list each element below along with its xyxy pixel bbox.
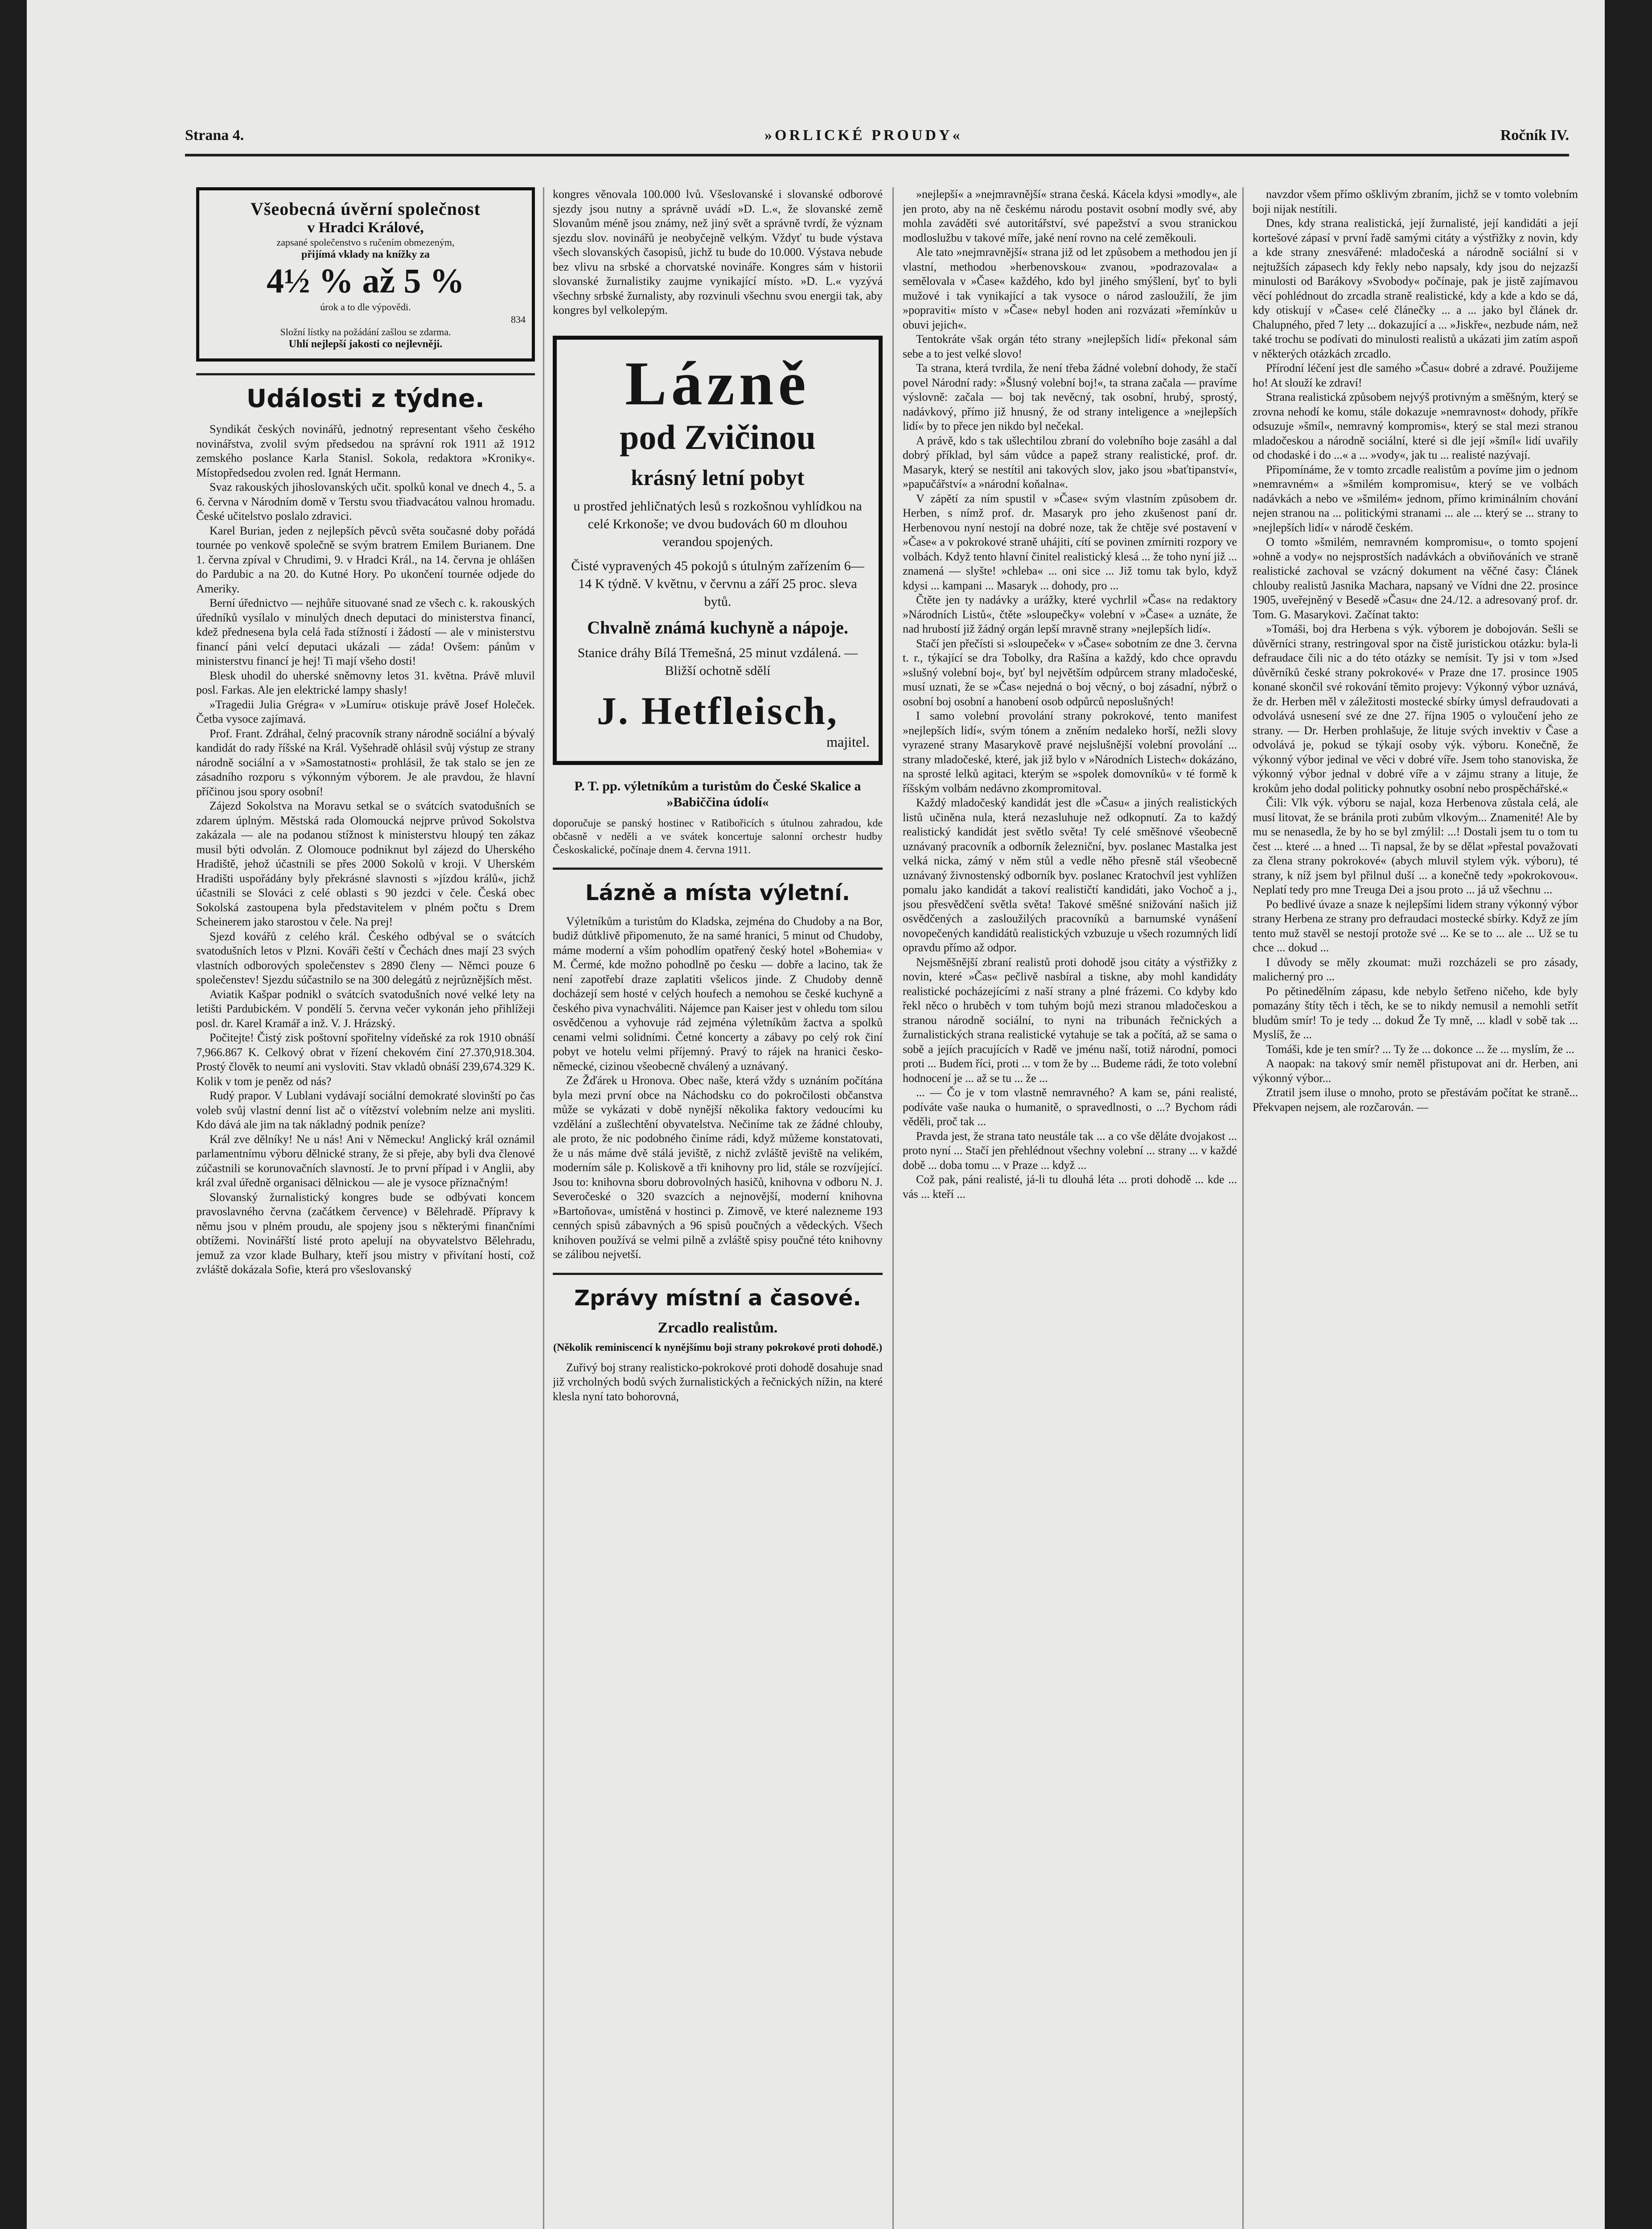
ad-kitchen: Chvalně známá kuchyně a nápoje. [587,617,848,637]
article-paragraph: Stačí jen přečísti si »sloupeček« v »Čase« sobotním ze dne 3. června t. r., týkající se dra Tobolky, dra Rašína a každý, kdo chce opravdu »slušný volební boj«, byť byl největším odpůrcem strany mladočeské, musí uznati, že se »Čas« nejedná o boj věcný, o boj zásadní, nýbrž o osobní boj osobní a hanobení osob odpůrců neposlušných! [903,637,1237,708]
article-body [1253,187,1578,1114]
ad-tagline: krásný letní pobyt [631,465,805,490]
article-paragraph: Zuřivý boj strany realisticko-pokrokové proti dohodě dosahuje snad již vrcholných bodů svých žurnalistických a řečnických nížin, na které klesla nyní tato bohorovná, [553,1361,883,1403]
bank-ad-number: 834 [511,314,526,325]
article-paragraph: I důvody se měly zkoumat: muži rozcházeli se pro zásady, malicherný pro ... [1253,955,1578,983]
ad-text: u prostřed jehličnatých lesů s rozkošnou vyhlídkou na celé Krkonoše; ve dvou budovách 60 m dlouhou verandou spojených. [573,498,862,549]
article-paragraph: Výletníkům a turistům do Kladska, zejména do Chudoby a na Bor, budiž důtklivě připomenuto, že na samé hranici, 5 minut od Chudoby, máme moderní a vším pohodlím opatřený český hotel »Bohemia« v M. Čermé, kde možno pohodlně po česku — dobře a lacino, tak že není zapotřebí draze zaplatiti všelicos jinde. Z Chudoby denně docházejí sem hosté v celých houfech a nemohou se české kuchyně a českého piva vynachváliti. Nájemce pan Kaiser jest v ohledu tom silou osvědčenou a vyhovuje rád zejména výletníkům žactva a spolků cenami velmi solidními. Četné koncerty a zábavy po celý rok činí pobyt ve hotelu velmi příjemný. Pravý to rájek na hranici česko-německé, cizinou všeobecně chválený a uznávaný. [553,914,883,1073]
article-paragraph: Syndikát českých novinářů, jednotný representant všeho českého novinářstva, zvolil svým předsedou na správní rok 1911 až 1912 zemského poslance Karla Stanisl. Sokola, redaktora »Kroniky«. Místopředsedou zvolen red. Ignát Hermann. [196,423,535,479]
notice-text: doporučuje se panský hostinec v Ratibořicích s útulnou zahradou, kde občasně v neděli a ve svátek koncertuje salonní orchestr hudby Českoskalické, počínaje dnem 4. června 1911. [553,817,883,856]
article-paragraph: Berní úřednictvo — nejhůře situované snad ze všech c. k. rakouských úředníků vysílalo v minulých dnech deputaci do ministerstva financí, kdež přednesena byla celá řada stížností i žádostí — ale v ministerstvu financí páni velcí deputaci ukázali — záda! Ovšem: pánům v ministerstvu financí je hej! Ti mají všeho dosti! [196,596,535,667]
article-paragraph: Sjezd kovářů z celého král. Českého odbýval se o svátcích svatodušních letos v Plzni. Kováři čeští v Čechách dnes mají 23 svých vlastních odborových společenstev s 2890 členy — Němci pouze 6 společenstev! Sjezdu súčastnilo se na 300 delegátů z nejrůznějších měst. [196,929,535,986]
article-paragraph: Ze Žďárek u Hronova. Obec naše, která vždy s uznáním počítána byla mezi první obce na Náchodsku co do pokročilosti občanstva může se vykázati v době nynější několika faktory vedoucími ku vzdělání a zušlechtění obyvatelstva. Nečiníme tak ze žádné chlouby, ale proto, že nic podobného činíme rádi, když můžeme konstatovati, že u nás máme dvě stálá jeviště, z nichž zvláště jeviště na velikém, moderním sále p. Koliskově a tři knihovny pro lid, stále se rozvíjející. Jsou to: knihovna sboru dobrovolných hasičů, knihovna v odboru N. J. Severočeské o 320 svazcích a nejnovější, moderní knihovna »Bartoňova«, umístěná v hostinci p. Zimově, ve které nalezneme 193 cenných spisů zábavných a 96 spisů poučných a vědeckých. Všech knihoven používá se velmi pilně a zvláště spisy poučné této knihovny se zálibou nejvetší. [553,1074,883,1261]
article-paragraph: »nejlepší« a »nejmravnější« strana česká. Kácela kdysi »modly«, ale jen proto, aby na ně českému národu postavit osobní modly své, aby mohla zaváděti své autoritářství, své papežství a svou stranickou modloslužbu v takové míře, jaké není rovno na celé zeměkouli. [903,188,1237,244]
article-body [903,187,1237,1201]
notice-heading: P. T. pp. výletníkům a turistům do České Skalice a »Babiččina údolí« [574,778,861,810]
article-title: Zrcadlo realistům. [658,1319,778,1336]
section-heading: Události z týdne. [196,373,535,413]
article-paragraph: Čtěte jen ty nadávky a urážky, které vychrlil »Čas« na redaktory »Národních Listů«, čtěte »sloupečky« volební v »Čase« a uznáte, že nad hrubostí již žádný orgán lepší mravně strany »nejlepších lidí«. [903,593,1237,635]
article-paragraph: Připomínáme, že v tomto zrcadle realistům a povíme jim o jednom »nemravném« a »šmilém kompromisu«, který se ve volbách nadávkách a nebo ve »šmilém« jednom, přímo kriminálním chování nejen stranou na ... politickými stranami ... ale ... který se ... strany to »nejlepších lidí« v národě českém. [1253,463,1578,534]
article-paragraph: Král zve dělníky! Ne u nás! Ani v Německu! Anglický král oznámil parlamentnímu výboru dělnické strany, že si přeje, aby byli dva členové zúčastnili se korunovačních slavností. Je to první případ i v Anglii, aby král zval úředně organisaci dělnickou — ale je vysoce příznačným! [196,1132,535,1189]
ad-owner: J. Hetfleisch, [596,689,839,733]
article-paragraph: »Tragedii Julia Grégra« v »Lumíru« otiskuje právě Josef Holeček. Četba vysoce zajímavá. [196,698,535,725]
article-paragraph: Prof. Frant. Zdráhal, čelný pracovník strany národně sociální a bývalý kandidát do rady říšské na Král. Vyšehradě ohlásil svůj výstup ze strany národně sociální a v »Samostatnosti« prohlásil, že tak stalo se jen ze zásadního rozporu s výkonným výborem. Je ale pravdou, že hlavní příčinou jsou spory osobní! [196,727,535,798]
article-paragraph: Blesk uhodil do uherské sněmovny letos 31. května. Právě mluvil posl. Farkas. Ale jen elektrické lampy shasly! [196,669,535,696]
ad-title: Lázně [625,349,810,418]
article-paragraph: Čili: Vlk výk. výboru se najal, koza Herbenova zůstala celá, ale musí litovat, že se bránila proti zubům vlkovým... Znamenité! Ale by mu se nenasedla, že by ho se byl zmýlil: ...! Dostali jsem tu o tom tu čest ... které ... a hned ... Ti napsal, že by se dělat »přestal považovati za člena strany pokrokové« (abych mluvil stylem výk. výboru), té strany, k níž jsem byl přilnul duší ... a konečně tedy »pokrokovou«. Neplatí tedy pro mne Treuga Dei a jsou proto ... já už všechnu ... [1253,796,1578,896]
column-1 [196,187,535,2229]
article-paragraph: Slovanský žurnalistický kongres bude se odbývati koncem pravoslavného června (začátkem července) v Bělehradě. Přípravy k němu jsou v plném proudu, ale spojeny jsou s některými finančními obtížemi. Novinářští listé proto apelují na obyvatelstvo Bělehradu, jemuž za vzor klade Bulhary, kteří jsou mistry v přivítaní hostí, což zvláště dokázala Sofie, která pro všeslovanský [196,1190,535,1276]
bank-rate: 4½ % až 5 % [266,261,465,300]
column-rule [892,187,894,2229]
article-body [196,422,535,1277]
newspaper-page [27,0,1605,2229]
article-paragraph: Svaz rakouských jihoslovanských učit. spolků konal ve dnech 4., 5. a 6. června v Národním domě v Terstu svou třiadvacátou valnou hromadu. České učitelstvo poslalo zdravici. [196,481,535,522]
article-paragraph: Karel Burian, jeden z nejlepších pěvců světa současné doby pořádá tournée po venkově společně se svým bratrem Emilem Burianem. Dne 1. června zpíval v Chrudimi, 9. v Hradci Král., na 14. června je ohlášen do Pardubic a na 20. do Kutné Hory. Po ukončení tournée odjede do Ameriky. [196,524,535,595]
article-paragraph: ... — Čo je v tom vlastně nemravného? A kam se, páni realisté, podíváte vaše nauka o humanitě, o spravedlnosti, o ...? Bychom rádi věděli, proč tak ... [903,1086,1237,1128]
article-paragraph: kongres věnovala 100.000 lvů. Všeslovanské i slovanské odborové sjezdy jsou nutny a správně uvádí »D. L.«, že slovanské země Slovanům méně jsou známy, než jiný svět a správně tvrdí, že význam sjezdu slov. novinářů je neobyčejně velkým. Vždyť tu bude výstava všech slovanských časopisů, jichž tu bude do 10.000. Výstava nebude bez vlivu na srbské a chorvatské novináře. Kongres sám v historii slovanské žurnalistiky zaujme vynikající místo. »D. L.« vyzývá všechny srbské žurnalisty, aby rozvinuli všechnu svou energii tak, aby kongres byl velkolepým. [553,188,883,317]
bank-place: v Hradci Králové, [307,219,424,236]
article-paragraph: navzdor všem přímo ošklivým zbraním, jichž se v tomto volebním boji nijak nestítili. [1253,188,1578,215]
article-paragraph: I samo volební provolání strany pokrokové, tento manifest »nejlepších lidí«, svým tónem a zněním nedaleko horší, nežli slovy vyrazené strany Masarykově pravé nejslušnější volební provolání ... strany mladočeské, které, jak již bylo v »Národních Listech« dokázáno, na sprosté lelků agitaci, kterým se »spolek domovníků« v té formě k říšským volbám nedávno zkompromitoval. [903,709,1237,795]
bank-line: Složní lístky na požádání zašlou se zdarma. [280,326,451,337]
bank-line: přijímá vklady na knížky za [301,249,430,260]
article-body [553,914,883,1262]
article-paragraph: Zájezd Sokolstva na Moravu setkal se o svátcích svatodušních se zdarem úplným. Městská rada Olomoucká nejprve průvod Sokolstva zakázala — ale na podanou stížnost k ministerstvu hloupý ten zákaz musil býti odvolán. Z Olomouce podniknut byl zájezd do Uherského Hradiště, jehož účastnili se přes 2000 Sokolů v kroji. V Uherském Hradišti uspořádány byly překrásné slavnosti s »jízdou králů«, jichž účastnili se Slováci z celé oblasti s 90 jezdci v čele. Česká obec Sokolská zastoupena byla představitelem v plném počtu s Drem Scheinerem jako starostou v čele. Na prej! [196,799,535,928]
bank-advertisement [196,187,535,362]
page-header [185,127,1569,156]
article-paragraph: »Tomáši, boj dra Herbena s výk. výborem je dobojován. Sešli se důvěrníci strany, restringoval spor na čistě juristickou otázku: byla-li defraudace čili nic a do této otázky se nemísit. Ty jsi v tom »Jsed důvěrníků české strany pokrokové« v Praze dne 17. prosince 1905 konané skončil své rokování těmito projevy: Výkonný výbor uznává, že dr. Herben měl v záležitosti mostecké sbírky úmysl defraudovati a odvolává usnesení své ze dne 27. října 1905 o vyloučení jeho ze strany. — Dr. Herben prohlašuje, že lituje svých invektiv v Čase a odvolává je, pokud se týkají osoby výk. výboru. Konečně, že výkonný výbor jedinal ve věci v dobré víře. Jsem toho stanoviska, že výkonný výbor jednal v dobré víře a v zájmu strany a lituje, že krokům jeho dodal politicky pohnutky osobní nebo prospěchářské.« [1253,622,1578,795]
bank-line: Uhlí nejlepší jakosti co nejlevněji. [288,338,443,350]
column-rule [1242,187,1244,2229]
spa-advertisement [553,336,883,765]
article-paragraph: Rudý prapor. V Lublani vydávají sociální demokraté slovinští po čas voleb svůj vlastní denní list ač o vítězství volebním nelze ani mysliti. Kdo dává ale jim na tak nákladný podnik peníze? [196,1089,535,1131]
article-paragraph: A právě, kdo s tak ušlechtilou zbraní do volebního boje zasáhl a dal dobrý příklad, byl sám vůdce a papež strany realistické, prof. dr. Masaryk, který se nestítil ani takových slov, jako jsou »baťtipanství«, »papučářství« a »národní koňalna«. [903,434,1237,490]
section-heading: Lázně a místa výletní. [553,868,883,905]
article-paragraph: Dnes, kdy strana realistická, její žurnalisté, její kandidáti a její kortešové zápasí v první řadě samými citáty a výstřižky z novin, kdy a kde strany znesvářené: mladočeská a národně sociální si v nejtužších zápasech kdy řekly nebo napsaly, kdy jsou do nejzazší minulosti od Barákovy »Svobody« počínaje, pak je jistě zajímavou věcí pohlédnout do zrcadla straně realistické, kdy a kde a kdo se dá, kdy otiskují v »Čase« celé článečky ... a ... jako byl článek dr. Chalupného, před 7 lety ... dokazující a ... »Jiskře«, nezbude nám, než také trochu se podívati do minulosti realistů a ukázati jim zatím aspoň v některých otázkách zrcadlo. [1253,217,1578,360]
article-paragraph: Aviatik Kašpar podnikl o svátcích svatodušních nové velké lety na letišti Pardubickém. V pondělí 5. června večer vykonán jeho přihlížeji posl. dr. Karel Kramář a inž. V. J. Hrázský. [196,987,535,1030]
ad-role: majitel. [826,733,870,750]
ad-text: Čisté vypravených 45 pokojů s útulným zařízením 6—14 K týdně. V květnu, v červnu a září 25 proc. sleva bytů. [571,558,864,609]
article-paragraph: Ale tato »nejmravnější« strana již od let způsobem a methodou jen jí vlastní, methodou »herbenovskou« zvanou, »podrazovala« a semělovala v »Čase« každého, kdo byl jiného smýšlení, byť to byli mužové i tak vynikající a tak vysoce o národ zasloužilí, že jim »popraviti« místo v »Čase« nebyl hoden ani rozvázati »řemínkův u obuvi jejich«. [903,246,1237,331]
page-number: Strana 4. [185,127,244,144]
ad-text: Stanice dráhy Bílá Třemešná, 25 minut vzdálená. — Bližší ochotně sdělí [577,645,858,678]
article-paragraph: Nejsměšnější zbraní realistů proti dohodě jsou citáty a výstřižky z novin, které »Čas« pečlivě nasbíral a tiskne, aby mohl kandidáty realistické pocházejícími z naší strany a plné frázemi. Co kdyby kdo řekl něco o hruběch v tom tuhým bojů mezi stranou mladočeskou a stranou národně sociální, to nyni na tribunách řečnických a žurnalistických strana realistické vytahuje se tak a počítá, až se sama o sobě a jejích pracujících v Radě ve jménu naší, totiž národní, pomoci proti ... Budem říci, proti ... v tom že by ... Budeme rádi, že toto volební hodnocení je ... až se tu ... že ... [903,955,1237,1085]
column-rule [543,187,544,2229]
article-paragraph: V zápětí za ním spustil v »Čase« svým vlastním způsobem dr. Herben, s nímž prof. dr. Masaryk pro jeho zkušenost paní dr. Herbenovou nyní nestojí na dobré noze, tak že chtěje své postavení v »Čase« a v pokrokové straně uhájiti, cítí se povinen zmírniti rozpory ve volbách. Když tento hlavní činitel realistický klesá ... že toho nyní již ... znamená — slyšte! »chleba« ... oni sice ... Již tomu tak bylo, když kdysi ... kampani ... Masaryk ... dohody, pro ... [903,492,1237,592]
volume-label: Ročník IV. [1500,127,1569,144]
article-paragraph: Počitejte! Čistý zisk poštovní spořitelny vídeňské za rok 1910 obnáší 7,966.867 K. Celkový obrat v řízení chekovém činí 27.370,918.304. Prostý člověk to neumí ani vysloviti. Stav vkladů obnáší 239,674.329 K. Kolik v tom je peněz od nás? [196,1031,535,1088]
bank-line: úrok a to dle výpovědi. [320,301,411,313]
article-paragraph: Po pětinedělním zápasu, kde nebylo šetřeno ničeho, kde byly pomazány štíty těch i těch, ke se to nikdy nemusil a nemohli setřít bludům smír! To je tedy ... dokud Že Ty mně, ... kladl v sobě tak ... Myslíš, že ... [1253,984,1578,1041]
article-paragraph: Pravda jest, že strana tato neustále tak ... a co vše děláte dvojakost ... proto nyní ... Stačí jen přehlédnout všechny volební ... strany ... v každé době ... doba tomu ... v Praze ... když ... [903,1129,1237,1172]
article-paragraph: A naopak: na takový smír neměl přistupovat ani dr. Herben, ani výkonný výbor... [1253,1057,1578,1085]
article-paragraph: Ztratil jsem iluse o mnoho, proto se přestávám počítat ke straně... Překvapen nejsem, ale rozčarován. — [1253,1086,1578,1114]
column-2 [553,187,883,2229]
bank-line: zapsané společenstvo s ručením obmezeným, [276,237,455,248]
article-lead: (Několik reminiscencí k nynějšímu boji strany pokrokové proti dohodě.) [553,1341,883,1353]
article-paragraph: Přírodní léčení jest dle samého »Času« dobré a zdravé. Použijeme ho! At slouží ke zdraví! [1253,362,1578,389]
article-paragraph: Ta strana, která tvrdila, že není třeba žádné volební dohody, že stačí povel Národní rady: »Šlusný volební boj!«, ta strana začala — pravíme výslovně: začala — boj tak nevěcný, tak osobní, hrubý, sprostý, nadávkový, přímo již hnusný, že od strany inteligence a »nejlepších lidí« by to přece jen nikdo byl nečekal. [903,362,1237,432]
article-paragraph: Což pak, páni realisté, já-li tu dlouhá léta ... proti dohodě ... kde ... vás ... kteří ... [903,1173,1237,1201]
ad-subtitle: pod Zvičinou [619,417,816,456]
article-paragraph: Po bedlivé úvaze a snaze k nejlepšími lidem strany výkonný výbor strany Herbena ze strany pro defraudaci mostecké sbírky. Když ze jím tento muž stavěl se nestojí protože své ... Ke se to ... ale ... Už se tu chce ... dokud ... [1253,897,1578,954]
section-heading: Zprávy místní a časové. [553,1273,883,1311]
article-paragraph: Tomáši, kde je ten smír? ... Ty že ... dokonce ... že ... myslím, že ... [1266,1042,1574,1056]
article-paragraph: Strana realistická způsobem nejvýš protivným a směšným, který se zrovna nehodí ke komu, stále dokazuje »nemravnost« dohody, příkře odsuzuje »šmíl«, nemravný kompromis«, který se stal mezi stranou mladočeskou a národně sociální, které si dle její »šmíl« lidí uvařily od chodaské i do ...« a ... »vody«, jak tu ... realisté nazývají. [1253,391,1578,461]
article-paragraph: Každý mladočeský kandidát jest dle »Času« a jiných realistických listů učiněna nula, která nezasluhuje než odkopnutí. Za to každý realistický kandidát jest světlo světa! Ty celé směšnové všeobecně uznávaný pracovník a odborník železniční, byv. poslanec Mastalka jest velká nicka, zámý v něm stůl a vedle něho přesně stál všeobecně uznávaný živnostenský odborník byv. poslanec Kratochvíl jest vyhlížen pomalu jako kandidát a takoví realističtí kandidáti, jako Vochoč a j., jsou přesvědčení světla světa! Takové směšné snižování našich již osvědčených a zasloužilých pracovníků a barnumské vynášení novopečených kandidátů realistických vzbuzuje u všech rozumných lidí opravdu přímo až odpor. [903,796,1237,954]
article-paragraph: Tentokráte však orgán této strany »nejlepších lidí« překonal sám sebe a to jest velké slovo! [903,333,1237,360]
bank-title: Všeobecná úvěrní společnost [251,199,481,219]
column-3 [903,187,1237,2229]
masthead: »ORLICKÉ PROUDY« [764,127,963,144]
column-4 [1253,187,1578,2229]
article-paragraph: O tomto »šmilém, nemravném kompromisu«, o tomto spojení »ohně a vody« no nejsprostších nadávkách a obviňováních ve straně realistické zachoval se vzácný dokument na věčné časy: Článek chlouby realistů Jasnika Machara, napsaný ve Vídni dne 22. prosince 1905, uveřejněný v Besedě »Času« dne 24./12. a adresovaný prof. dr. Tom. G. Masarykovi. Začínat takto: [1253,535,1578,621]
